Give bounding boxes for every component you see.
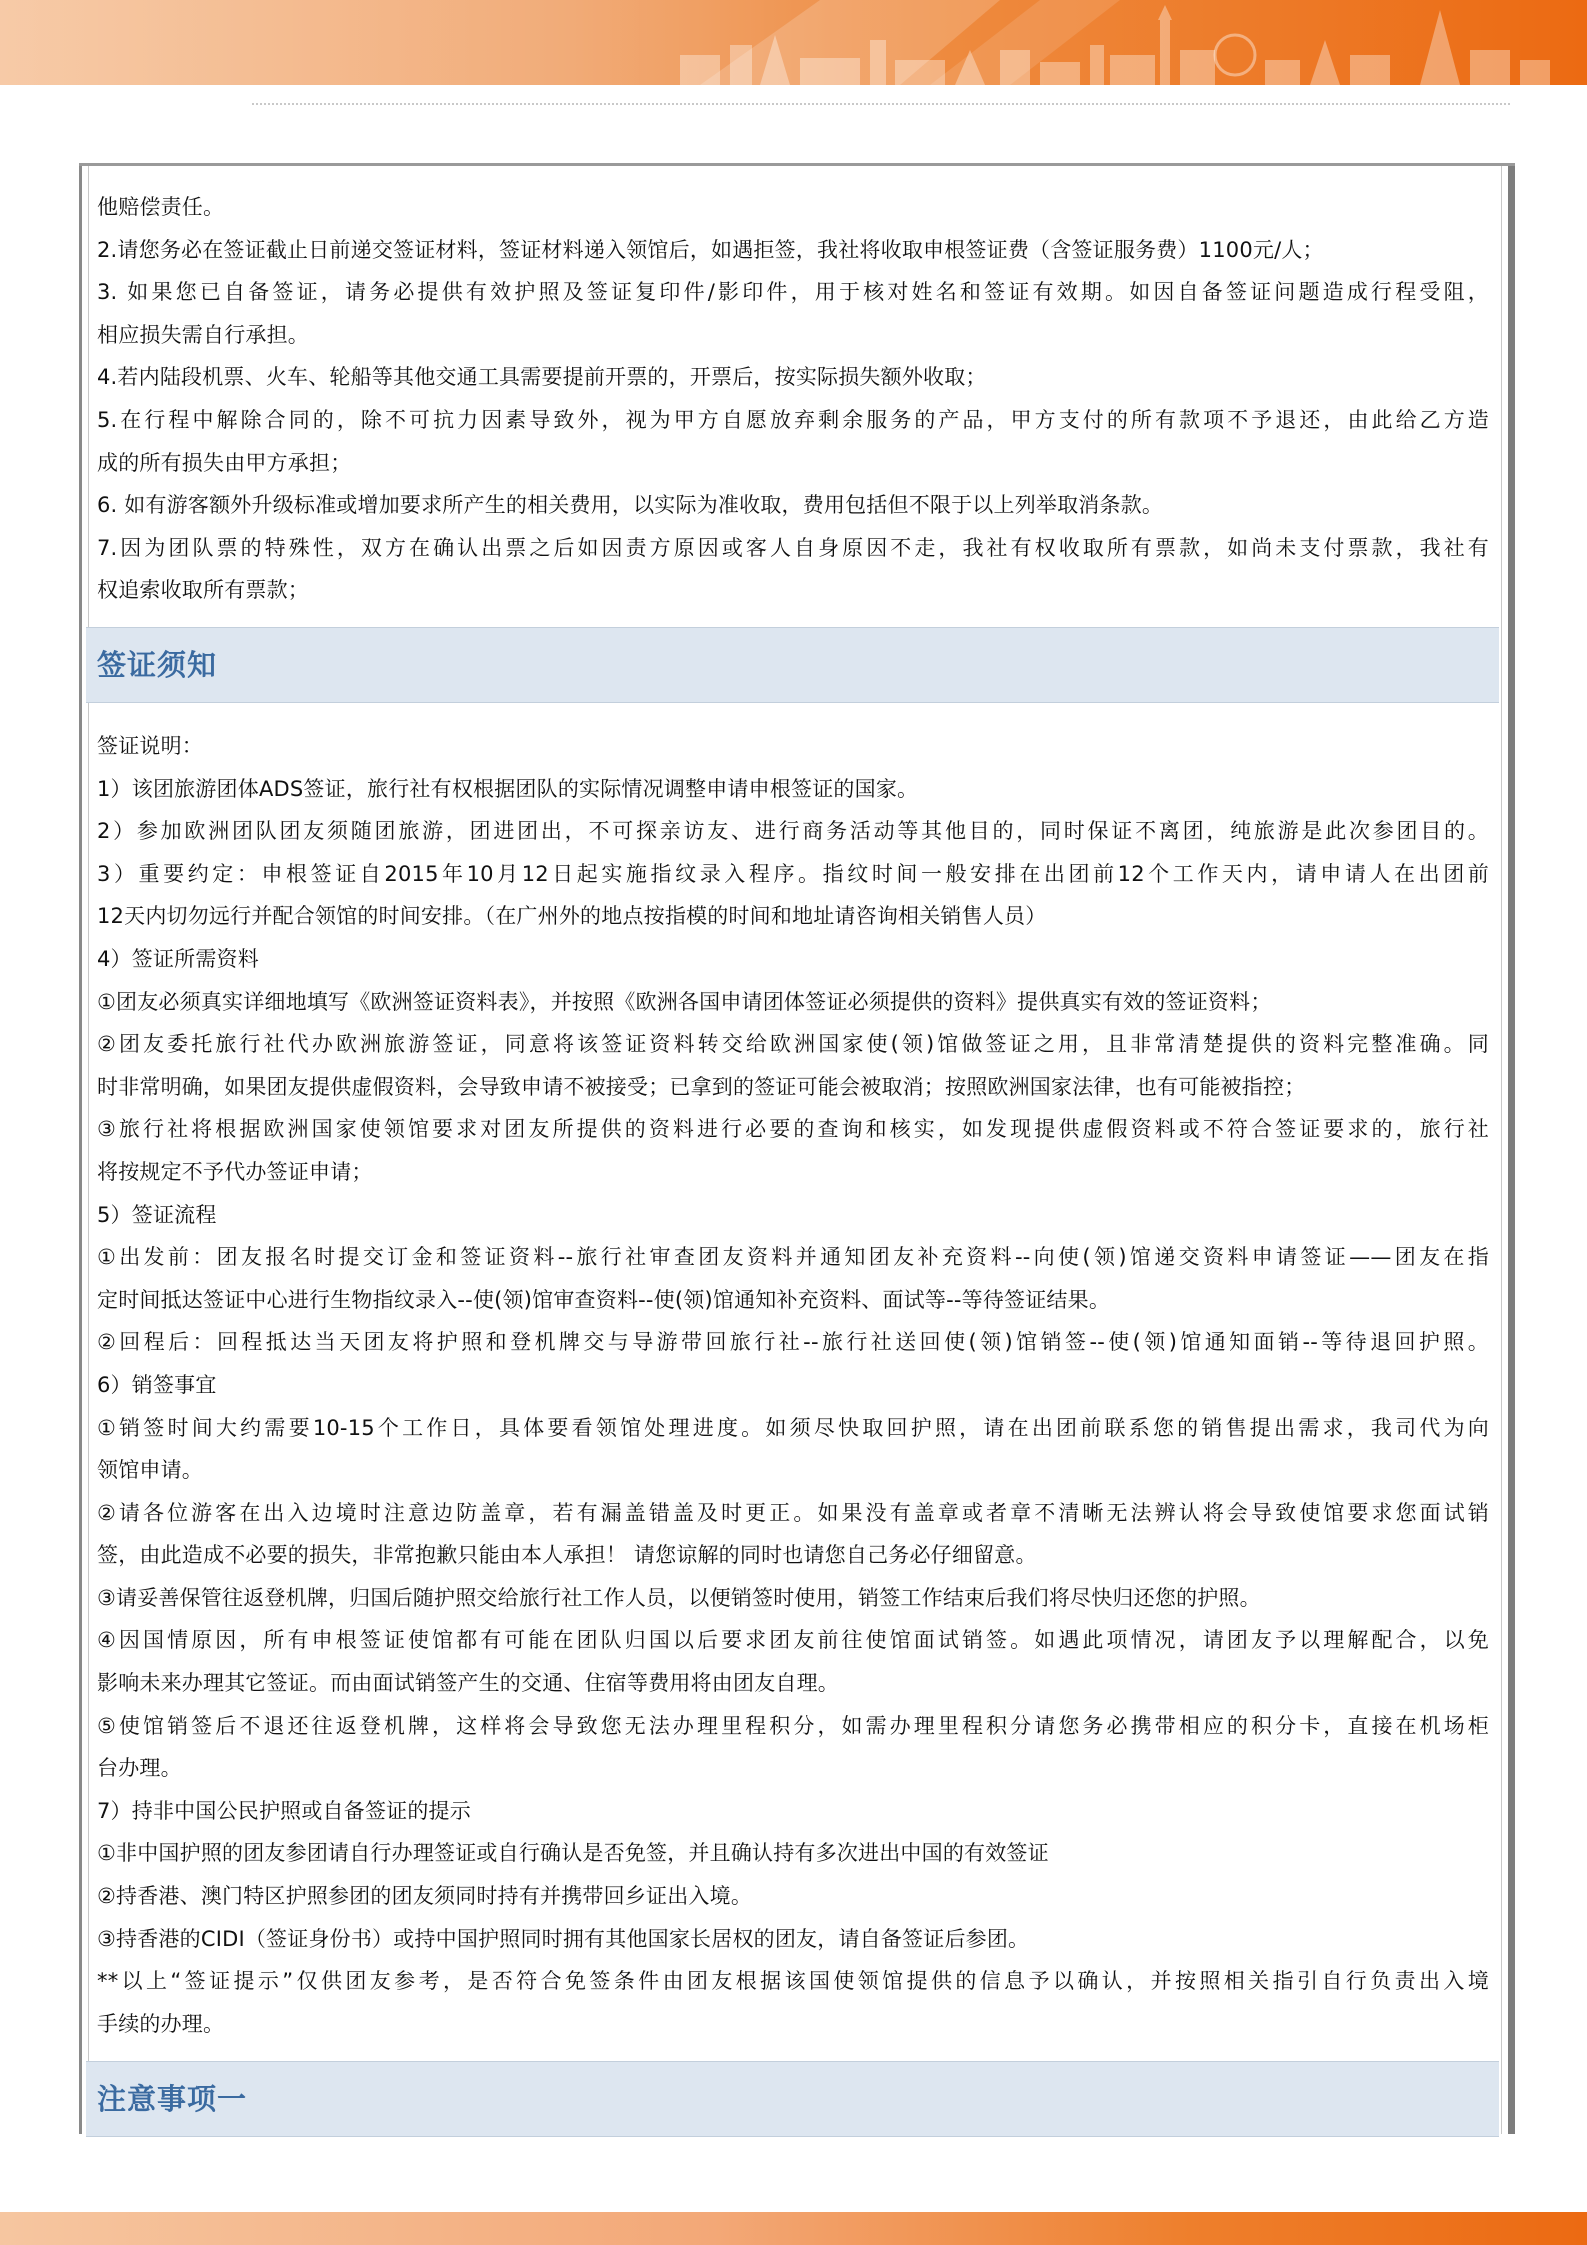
section-title: 签证须知: [97, 648, 218, 682]
paragraph-line: 2）参加欧洲团队团友须随团旅游，团进团出，不可探亲访友、进行商务活动等其他目的，同时保证不离团，纯旅游是此次参团目的。: [97, 819, 1489, 844]
paragraph-line: ③持香港的CIDI（签证身份书）或持中国护照同时拥有其他国家长居权的团友，请自备签证后参团。: [97, 1926, 1030, 1951]
paragraph-line: 5.在行程中解除合同的，除不可抗力因素导致外，视为甲方自愿放弃剩余服务的产品，甲方支付的所有款项不予退还，由此给乙方造: [97, 407, 1489, 432]
paragraph-line: 领馆申请。: [97, 1458, 203, 1483]
paragraph-line: 5）签证流程: [97, 1202, 217, 1227]
paragraph-line: 时非常明确，如果团友提供虚假资料，会导致申请不被接受；已拿到的签证可能会被取消；按照欧洲国家法律，也有可能被指控；: [97, 1074, 1306, 1099]
visa-notice-body: [97, 725, 1489, 2045]
section-header-notes: [86, 2061, 1499, 2137]
city-skyline-illustration: [0, 0, 1587, 85]
paragraph-line: ②持香港、澳门特区护照参团的团友须同时持有并携带回乡证出入境。: [97, 1884, 753, 1909]
paragraph-line: 权追索收取所有票款；: [97, 578, 309, 603]
paragraph-line: ③请妥善保管往返登机牌，归国后随护照交给旅行社工作人员，以便销签时使用，销签工作结束后我们将尽快归还您的护照。: [97, 1585, 1261, 1610]
paragraph-line: 4.若内陆段机票、火车、轮船等其他交通工具需要提前开票的，开票后，按实际损失额外收取；: [97, 365, 987, 390]
section-title: 注意事项一: [97, 2082, 248, 2116]
paragraph-line: ⑤使馆销签后不退还往返登机牌，这样将会导致您无法办理里程积分，如需办理里程积分请您务必携带相应的积分卡，直接在机场柜: [97, 1713, 1489, 1738]
paragraph-line: 手续的办理。: [97, 2011, 225, 2036]
paragraph-line: 2.请您务必在签证截止日前递交签证材料，签证材料递入领馆后，如遇拒签，我社将收取申根签证费（含签证服务费）1100元/人；: [97, 237, 1324, 262]
header-divider: [252, 103, 1510, 105]
paragraph-line: 将按规定不予代办签证申请；: [97, 1159, 373, 1184]
paragraph-line: 台办理。: [97, 1756, 182, 1781]
paragraph-line: ②请各位游客在出入边境时注意边防盖章，若有漏盖错盖及时更正。如果没有盖章或者章不清晰无法辨认将会导致使馆要求您面试销: [97, 1500, 1489, 1525]
paragraph-line: **以上“签证提示”仅供团友参考，是否符合免签条件由团友根据该国使领馆提供的信息予以确认，并按照相关指引自行负责出入境: [97, 1969, 1489, 1994]
paragraph-line: ①团友必须真实详细地填写《欧洲签证资料表》，并按照《欧洲各国申请团体签证必须提供的资料》提供真实有效的签证资料；: [97, 989, 1272, 1014]
paragraph-line: 3）重要约定：申根签证自2015年10月12日起实施指纹录入程序。指纹时间一般安排在出团前12个工作天内，请申请人在出团前: [97, 861, 1489, 886]
paragraph-line: ①出发前：团友报名时提交订金和签证资料--旅行社审查团友资料并通知团友补充资料--向使(领)馆递交资料申请签证——团友在指: [97, 1245, 1489, 1270]
paragraph-line: 成的所有损失由甲方承担；: [97, 450, 352, 475]
paragraph-line: 4）签证所需资料: [97, 946, 259, 971]
paragraph-line: 3. 如果您已自备签证，请务必提供有效护照及签证复印件/影印件，用于核对姓名和签证有效期。如因自备签证问题造成行程受阻，: [97, 280, 1490, 305]
paragraph-line: ①非中国护照的团友参团请自行办理签证或自行确认是否免签，并且确认持有多次进出中国的有效签证: [97, 1841, 1049, 1866]
paragraph-line: 他赔偿责任。: [97, 195, 225, 219]
paragraph-line: ④因国情原因，所有申根签证使馆都有可能在团队归国以后要求团友前往使馆面试销签。如遇此项情况，请团友予以理解配合，以免: [97, 1628, 1489, 1653]
paragraph-line: ②团友委托旅行社代办欧洲旅游签证，同意将该签证资料转交给欧洲国家使(领)馆做签证之用，且非常清楚提供的资料完整准确。同: [97, 1032, 1489, 1057]
paragraph-line: 6）销签事宜: [97, 1372, 217, 1397]
paragraph-line: 签，由此造成不必要的损失，非常抱歉只能由本人承担！ 请您谅解的同时也请您自己务必仔细留意。: [97, 1543, 1037, 1568]
paragraph-line: 7）持非中国公民护照或自备签证的提示: [97, 1798, 471, 1823]
paragraph-line: 签证说明：: [97, 734, 203, 758]
footer-banner: [0, 2212, 1587, 2245]
paragraph-line: 1）该团旅游团体ADS签证，旅行社有权根据团队的实际情况调整申请申根签证的国家。: [97, 776, 919, 801]
section-header-visa: [86, 627, 1499, 703]
paragraph-line: ③旅行社将根据欧洲国家使领馆要求对团友所提供的资料进行必要的查询和核实，如发现提供虚假资料或不符合签证要求的，旅行社: [97, 1117, 1489, 1142]
header-banner: [0, 0, 1587, 85]
paragraph-line: ①销签时间大约需要10-15个工作日，具体要看领馆处理进度。如须尽快取回护照，请在出团前联系您的销售提出需求，我司代为向: [97, 1415, 1489, 1440]
paragraph-line: 定时间抵达签证中心进行生物指纹录入--使(领)馆审查资料--使(领)馆通知补充资料、面试等--等待签证结果。: [97, 1287, 1111, 1312]
paragraph-line: 相应损失需自行承担。: [97, 322, 309, 347]
paragraph-line: 影响未来办理其它签证。而由面试销签产生的交通、住宿等费用将由团友自理。: [97, 1671, 839, 1696]
cancellation-terms: [97, 186, 1489, 612]
paragraph-line: 7.因为团队票的特殊性，双方在确认出票之后如因责方原因或客人自身原因不走，我社有权收取所有票款，如尚未支付票款，我社有: [97, 535, 1489, 560]
paragraph-line: 6. 如有游客额外升级标准或增加要求所产生的相关费用，以实际为准收取，费用包括但不限于以上列举取消条款。: [97, 493, 1164, 518]
paragraph-line: ②回程后：回程抵达当天团友将护照和登机牌交与导游带回旅行社--旅行社送回使(领)馆销签--使(领)馆通知面销--等待退回护照。: [97, 1330, 1489, 1355]
paragraph-line: 12天内切勿远行并配合领馆的时间安排。（在广州外的地点按指模的时间和地址请咨询相关销售人员）: [97, 904, 1047, 929]
